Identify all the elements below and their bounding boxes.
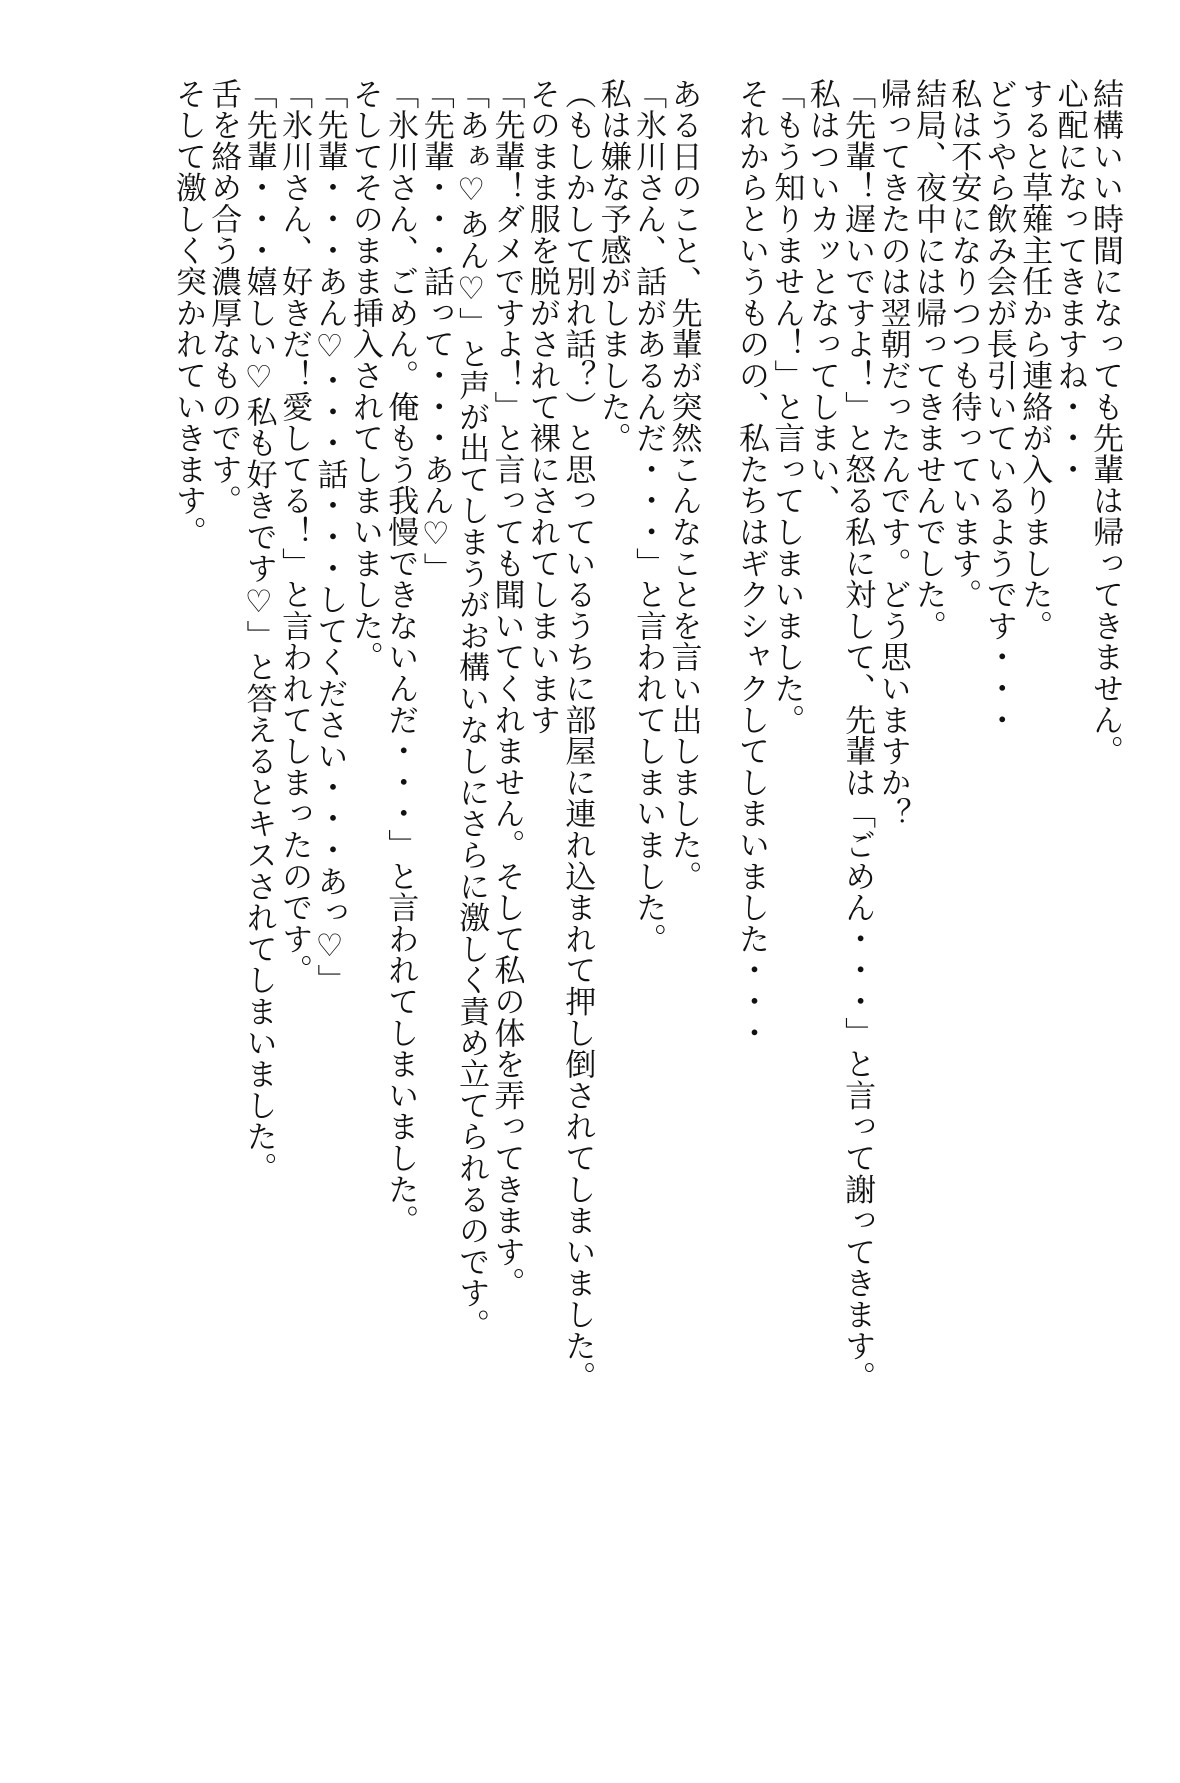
text-line: 「先輩・・・話って・・・あん♡」 [417,78,454,584]
text-line: ある日のこと、先輩が突然こんなことを言い出しました。 [665,78,702,892]
text-line: 結局、夜中には帰ってきませんでした。 [909,78,946,642]
text-line: そしてそのまま挿入されてしまいました。 [346,78,383,673]
text-line: そして激しく突かれていきます。 [169,78,206,548]
text-line: 私は不安になりつつも待っています。 [945,78,982,611]
vertical-text-body [169,78,1122,1718]
text-line: 「氷川さん、好きだ！愛してる！」と言われてしまったのです。 [276,78,313,986]
text-line: 「氷川さん、ごめん。俺もう我慢できないんだ・・・」と言われてしまいました。 [382,78,419,1237]
text-line: 心配になってきますね・・・ [1051,78,1088,485]
text-line: どうやら飲み会が長引いているようです・・・ [980,78,1017,736]
text-line: 「あぁ♡あん♡」と声が出てしまうがお構いなしにさらに激しく責め立てられるのです。 [453,78,490,1340]
text-line: 「もう知りません！」と言ってしまいました。 [768,78,805,736]
text-line: 私はついカッとなってしまい、 [803,78,840,517]
text-line: すると草薙主任から連絡が入りました。 [1016,78,1053,642]
text-line: そのまま服を脱がされて裸にされてしまいます [523,78,560,736]
paragraph-gap [701,78,733,1718]
text-line: 舌を絡め合う濃厚なものです。 [205,78,242,517]
text-line: 結構いい時間になっても先輩は帰ってきません。 [1087,78,1123,767]
text-line: 「先輩・・・嬉しい♡私も好きです♡」と答えるとキスされてしまいました。 [240,78,277,1184]
text-line: 私は嫌な予感がしました。 [594,78,631,454]
text-line: 「先輩・・・あん♡・・・話・・・してください・・・あっ♡」 [311,78,348,996]
text-line: （もしかして別れ話？）と思っているうちに部屋に連れ込まれて押し倒されてしまいました。 [559,78,596,1393]
text-line: それからというものの、私たちはギクシャクしてしまいました・・・ [732,78,769,1049]
text-line: 「先輩！遅いですよ！」と怒る私に対して、先輩は「ごめん・・・」と言って謝ってきます。 [839,78,876,1393]
text-line: 「氷川さん、話があるんだ・・・」と言われてしまいました。 [630,78,667,955]
text-line: 帰ってきたのは翌朝だったんです。どう思いますか？ [874,78,911,830]
text-line: 「先輩！ダメですよ！」と言っても聞いてくれません。そして私の体を弄ってきます。 [488,78,525,1299]
